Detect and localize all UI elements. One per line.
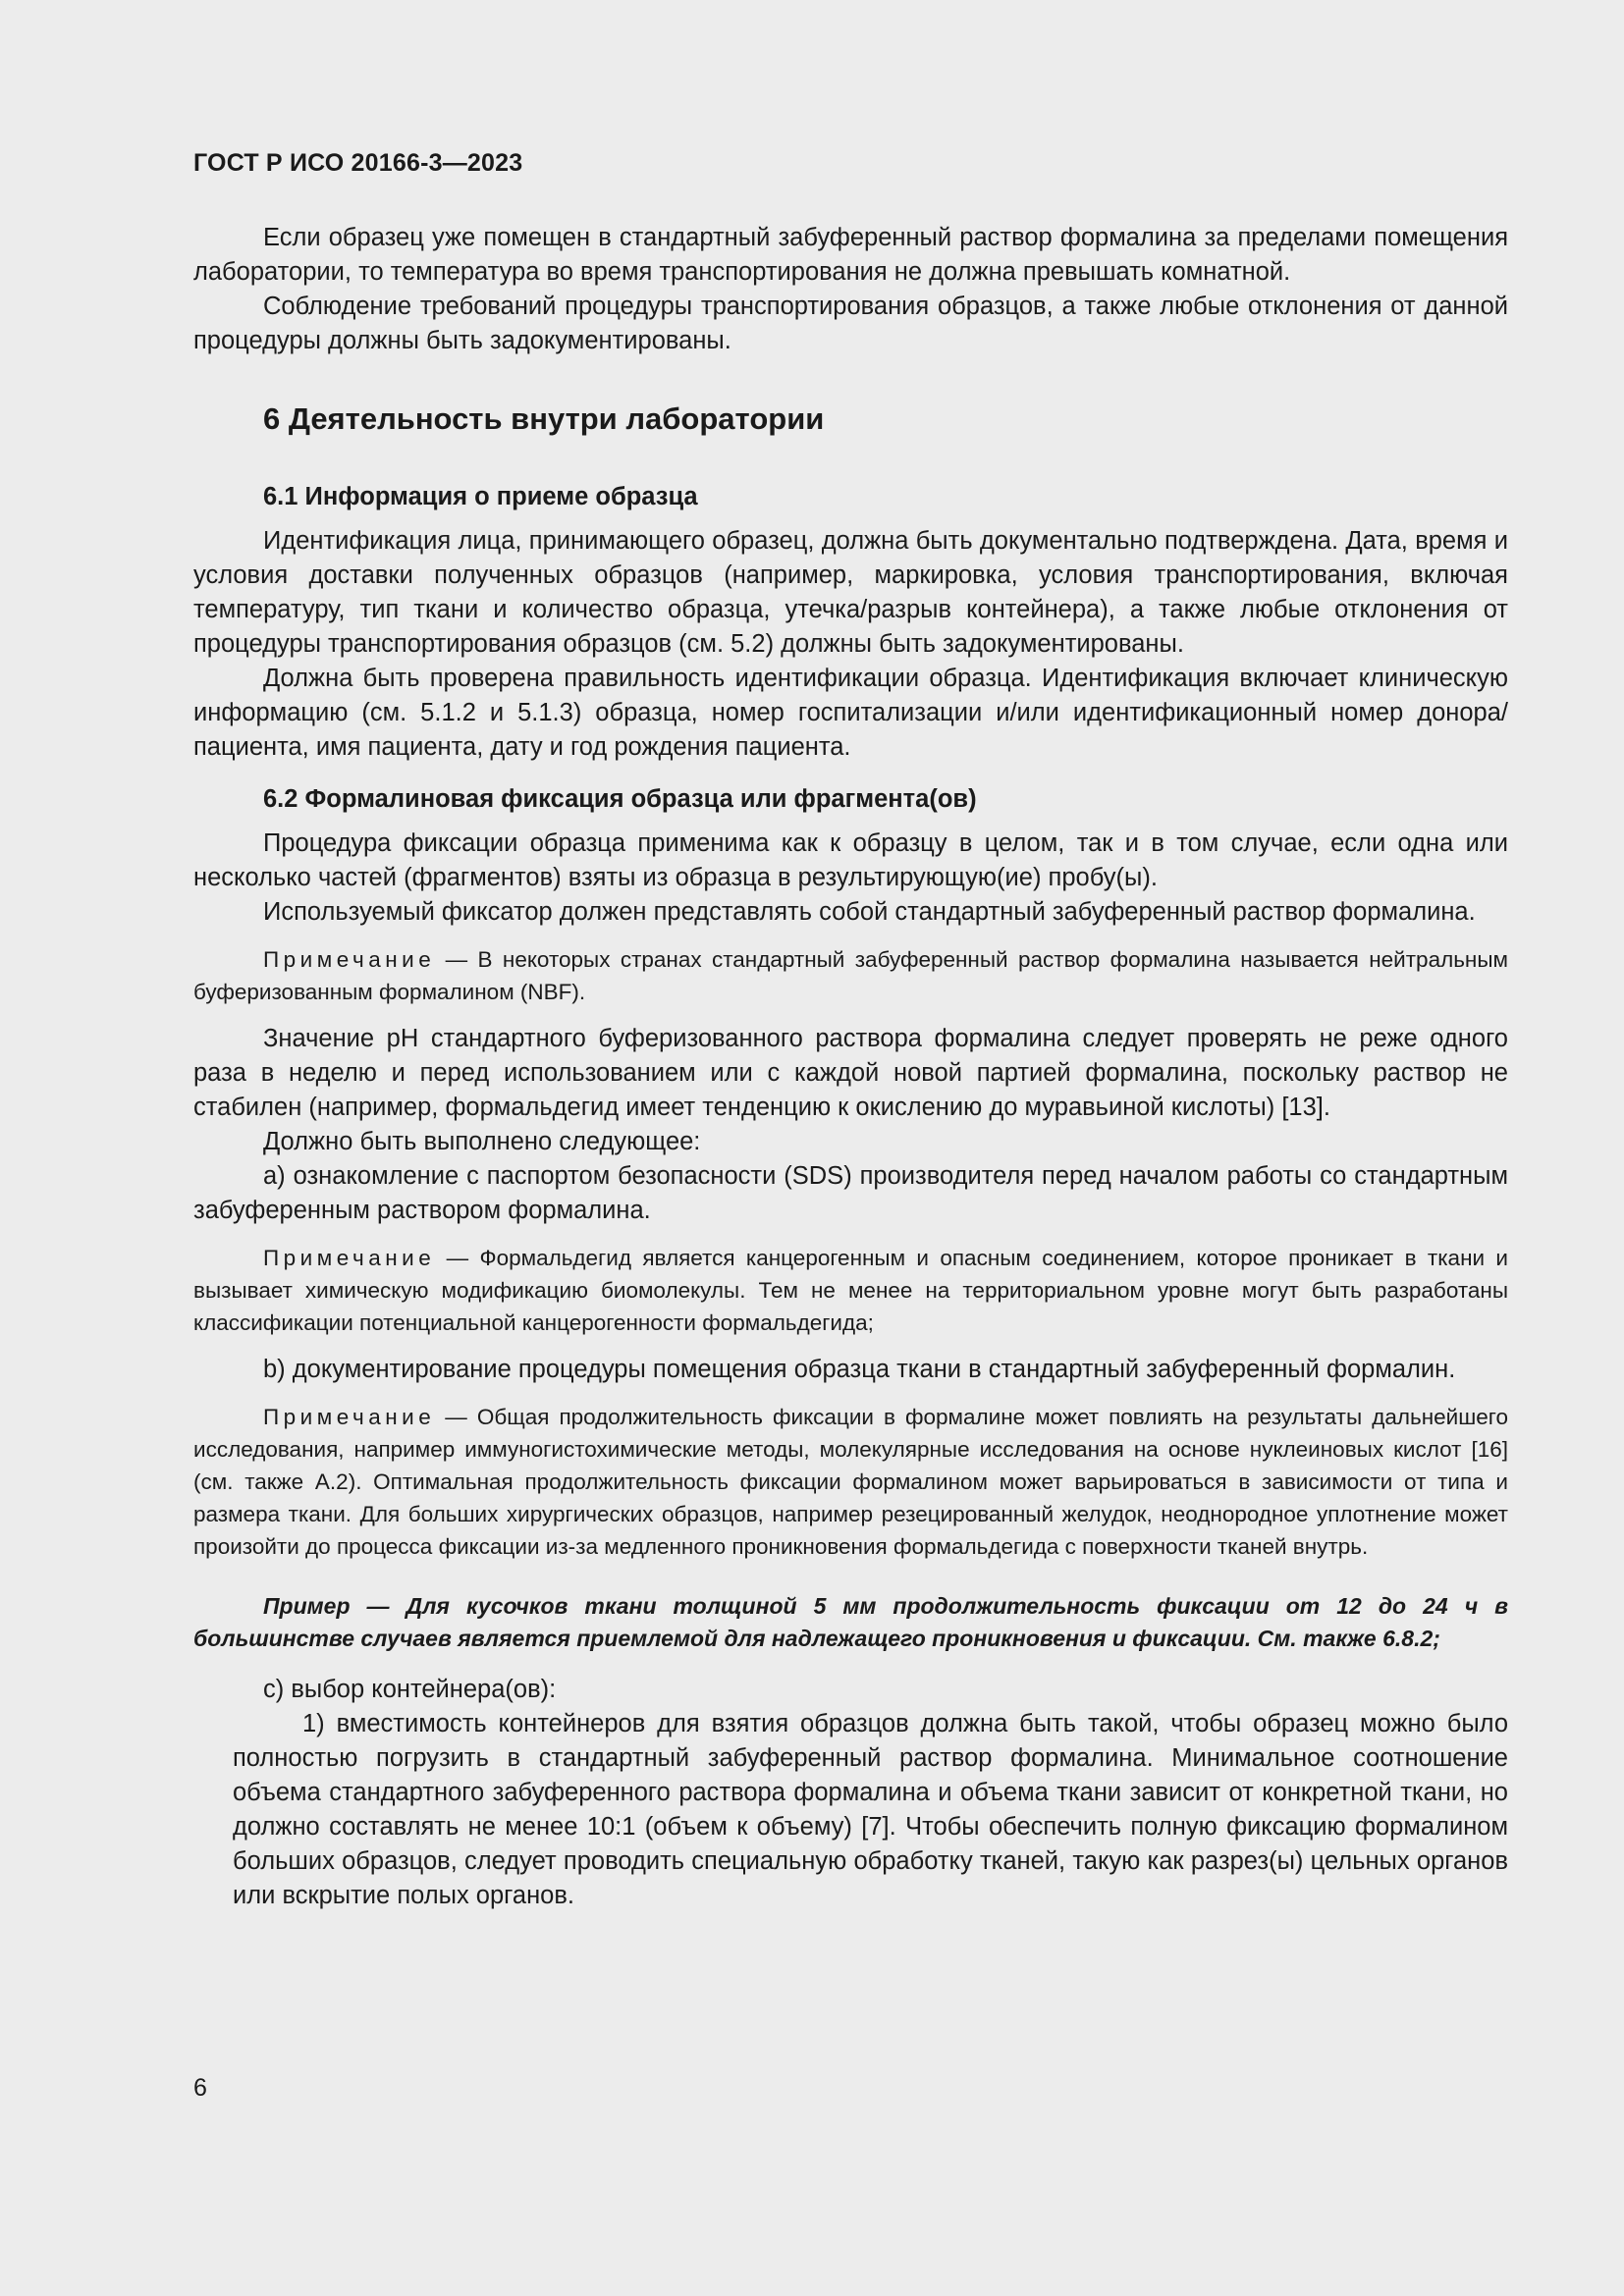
list-item-c: c) выбор контейнера(ов): bbox=[263, 1676, 557, 1703]
note-label: Примечание bbox=[263, 1246, 436, 1270]
section-6-2-heading: 6.2 Формалиновая фиксация образца или фрагмента(ов) bbox=[263, 785, 977, 813]
page-content bbox=[193, 221, 1508, 1913]
section-6-2-paragraph-2: Используемый фиксатор должен представлять собой стандартный забуференный раствор формалина. bbox=[263, 898, 1476, 926]
note-2-text: — Формальдегид является канцерогенным и опасным соединением, которое проникает в ткани и вызывает химическую модификацию биомолекулы. Тем не менее на территориальном уровне могут быть разработаны классификации потенциальной канцерогенности формальдегида; bbox=[193, 1246, 1508, 1335]
standard-designation: ГОСТ Р ИСО 20166-3—2023 bbox=[193, 149, 523, 177]
section-6-1-paragraph-2: Должна быть проверена правильность идентификации образца. Идентификация включает клиническую информацию (см. 5.1.2 и 5.1.3) образца, номер госпитализации и/или идентификационный номер донора/пациента, имя пациента, дату и год рождения пациента. bbox=[193, 665, 1508, 761]
section-6-2-paragraph-4: Должно быть выполнено следующее: bbox=[263, 1128, 701, 1155]
intro-paragraph-1: Если образец уже помещен в стандартный забуференный раствор формалина за пределами помещения лаборатории, то температура во время транспортирования не должна превышать комнатной. bbox=[193, 224, 1508, 286]
note-label: Примечание bbox=[263, 1405, 436, 1429]
intro-paragraph-2: Соблюдение требований процедуры транспортирования образцов, а также любые отклонения от данной процедуры должны быть задокументированы. bbox=[193, 293, 1508, 354]
note-label: Примечание bbox=[263, 947, 436, 972]
note-2 bbox=[193, 1242, 1508, 1339]
list-item-a: a) ознакомление с паспортом безопасности (SDS) производителя перед началом работы со стандартным забуференным раствором формалина. bbox=[193, 1162, 1508, 1224]
section-6-1-heading: 6.1 Информация о приеме образца bbox=[263, 483, 698, 510]
note-1-text: — В некоторых странах стандартный забуференный раствор формалина называется нейтральным буферизованным формалином (NBF). bbox=[193, 947, 1508, 1004]
note-3-text: — Общая продолжительность фиксации в формалине может повлиять на результаты дальнейшего исследования, например иммуногистохимические методы, молекулярные исследования на основе нуклеиновых кислот [16] (см. также А.2). Оптимальная продолжительность фиксации формалином может варьироваться в зависимости от типа и размера ткани. Для больших хирургических образцов, например резецированный желудок, неоднородное уплотнение может произойти до процесса фиксации из-за медленного проникновения формальдегида с поверхности тканей внутрь. bbox=[193, 1405, 1508, 1559]
list-item-b: b) документирование процедуры помещения образца ткани в стандартный забуференный формалин. bbox=[263, 1356, 1456, 1383]
example-paragraph: Пример — Для кусочков ткани толщиной 5 мм продолжительность фиксации от 12 до 24 ч в большинстве случаев является приемлемой для надлежащего проникновения и фиксации. См. также 6.8.2; bbox=[193, 1593, 1508, 1651]
section-6-heading: 6 Деятельность внутри лаборатории bbox=[263, 401, 825, 436]
list-item-c-1: 1) вместимость контейнеров для взятия образцов должна быть такой, чтобы образец можно было полностью погрузить в стандартный забуференный раствор формалина. Минимальное соотношение объема стандартного забуференного раствора формалина и объема ткани зависит от конкретной ткани, но должно составлять не менее 10:1 (объем к объему) [7]. Чтобы обеспечить полную фиксацию формалином больших образцов, следует проводить специальную обработку тканей, такую как разрез(ы) цельных органов или вскрытие полых органов. bbox=[233, 1710, 1508, 1909]
note-3 bbox=[193, 1401, 1508, 1563]
page-number: 6 bbox=[193, 2074, 207, 2102]
section-6-2-paragraph-3: Значение pH стандартного буферизованного раствора формалина следует проверять не реже одного раза в неделю и перед использованием или с каждой новой партией формалина, поскольку раствор не стабилен (например, формальдегид имеет тенденцию к окислению до муравьиной кислоты) [13]. bbox=[193, 1025, 1508, 1121]
note-1 bbox=[193, 943, 1508, 1008]
section-6-1-paragraph-1: Идентификация лица, принимающего образец, должна быть документально подтверждена. Дата, время и условия доставки полученных образцов (например, маркировка, условия транспортирования, включая температуру, тип ткани и количество образца, утечка/разрыв контейнера), а также любые отклонения от процедуры транспортирования образцов (см. 5.2) должны быть задокументированы. bbox=[193, 527, 1508, 658]
section-6-2-paragraph-1: Процедура фиксации образца применима как к образцу в целом, так и в том случае, если одна или несколько частей (фрагментов) взяты из образца в результирующую(ие) пробу(ы). bbox=[193, 829, 1508, 891]
